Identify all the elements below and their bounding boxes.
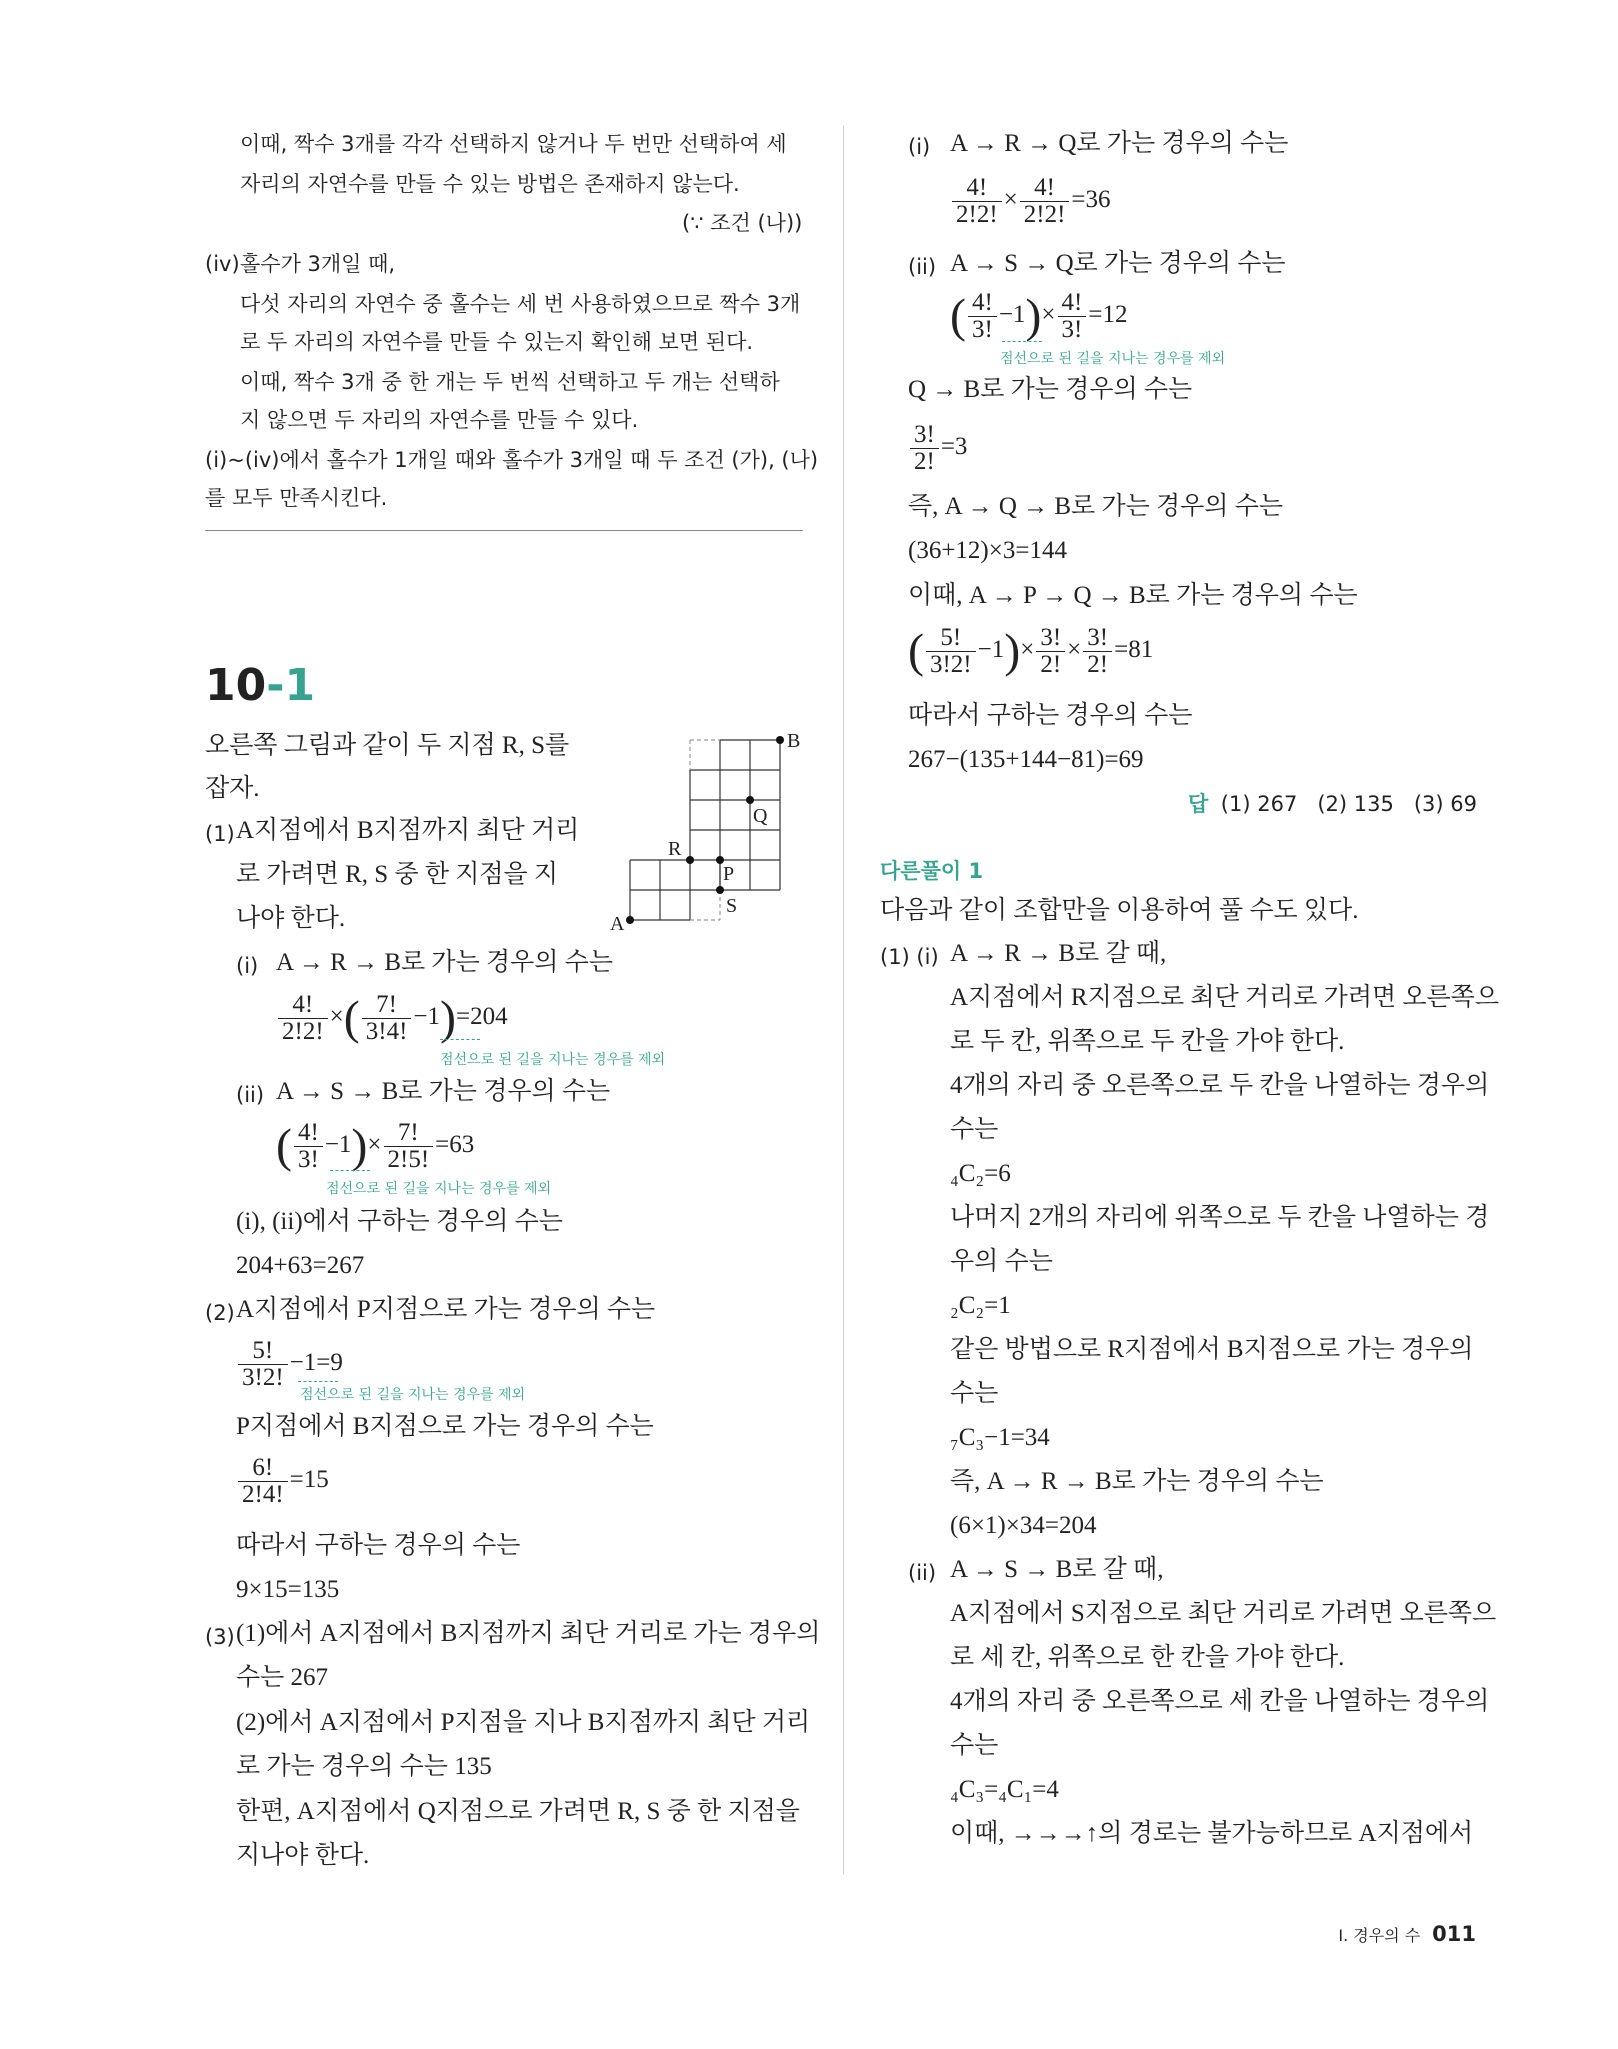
condition-ref: (∵ 조건 (나))	[682, 211, 803, 235]
part-label: (2)	[205, 1301, 235, 1325]
equation: 204+63=267	[236, 1252, 365, 1279]
text-line: A지점에서 B지점까지 최단 거리	[236, 817, 580, 844]
page-number: 011	[1432, 1922, 1476, 1946]
text-line: 를 모두 만족시킨다.	[205, 486, 388, 510]
equation: $\frac{4!}{2!2!}$ ×( $\frac{7!}{3!4!}$ −1)=204	[276, 992, 508, 1045]
text-line: A → S → B로 갈 때,	[950, 1556, 1164, 1583]
point-s	[716, 886, 724, 894]
case-label: (i)	[236, 954, 259, 978]
equation: $\frac{4!}{2!2!}$ × $\frac{4!}{2!2!}$ =36	[950, 175, 1111, 228]
text-line: 수는 267	[236, 1664, 329, 1691]
label-r: R	[668, 838, 682, 860]
text-line: 4개의 자리 중 오른쪽으로 두 칸을 나열하는 경우의	[950, 1072, 1490, 1099]
text-line: 로 두 칸, 위쪽으로 두 칸을 가야 한다.	[950, 1028, 1345, 1055]
equation: (36+12)×3=144	[908, 537, 1067, 564]
point-q	[746, 796, 754, 804]
text-line: 즉, A → Q → B로 가는 경우의 수는	[908, 493, 1284, 520]
text-line: 로 가려면 R, S 중 한 지점을 지	[236, 861, 559, 888]
text-line: 다음과 같이 조합만을 이용하여 풀 수도 있다.	[880, 897, 1359, 924]
text-line: 지 않으면 두 자리의 자연수를 만들 수 있다.	[240, 408, 639, 432]
text-line: 4개의 자리 중 오른쪽으로 세 칸을 나열하는 경우의	[950, 1688, 1490, 1715]
text-line: 한편, A지점에서 Q지점으로 가려면 R, S 중 한 지점을	[236, 1798, 800, 1825]
case-label: (i)	[908, 135, 931, 159]
equation: 267−(135+144−81)=69	[908, 746, 1144, 773]
text-line: (i), (ii)에서 구하는 경우의 수는	[236, 1208, 563, 1235]
text-line: 수는	[950, 1116, 999, 1143]
text-line: 나머지 2개의 자리에 위쪽으로 두 칸을 나열하는 경	[950, 1204, 1490, 1231]
label-p: P	[723, 863, 735, 885]
text-line: 따라서 구하는 경우의 수는	[908, 702, 1193, 729]
equation: 9×15=135	[236, 1576, 340, 1603]
label-s: S	[726, 895, 738, 917]
annotation-note: 점선으로 된 길을 지나는 경우를 제외	[440, 1052, 666, 1068]
part-label: (1)	[205, 822, 235, 846]
equation: ( $\frac{4!}{3!}$ −1)× $\frac{4!}{3!}$ =12	[950, 289, 1128, 343]
part-label: (3)	[205, 1625, 235, 1649]
text-line: 지나야 한다.	[236, 1842, 370, 1869]
equation: ₄C₃=₄C₁=4	[950, 1776, 1059, 1803]
page-footer	[1338, 1922, 1476, 1946]
text-line: (2)에서 A지점에서 P지점을 지나 B지점까지 최단 거리	[236, 1709, 811, 1736]
section-separator	[205, 530, 803, 531]
dashed-underline	[440, 1039, 480, 1040]
label-b: B	[787, 730, 801, 752]
text-line: 수는	[950, 1732, 999, 1759]
text-line: 이때, →→→↑의 경로는 불가능하므로 A지점에서	[950, 1820, 1474, 1847]
alt-solution-title: 다른풀이 1	[880, 859, 984, 883]
text-line: A → R → B로 가는 경우의 수는	[276, 949, 613, 976]
text-line: 이때, 짝수 3개 중 한 개는 두 번씩 선택하고 두 개는 선택하	[240, 370, 780, 394]
text-line: A → S → Q로 가는 경우의 수는	[950, 250, 1286, 277]
equation: (6×1)×34=204	[950, 1512, 1097, 1539]
text-line: 따라서 구하는 경우의 수는	[236, 1532, 521, 1559]
equation: ₂C₂=1	[950, 1292, 1011, 1319]
dashed-underline	[1002, 341, 1042, 342]
equation: ( $\frac{4!}{3!}$ −1)× $\frac{7!}{2!5!}$ =63	[276, 1119, 475, 1173]
case-label: (ii)	[908, 1561, 937, 1585]
text-line: A지점에서 P지점으로 가는 경우의 수는	[236, 1296, 656, 1323]
equation: $\frac{5!}{3!2!}$ −1=9	[236, 1338, 343, 1391]
case-title: 홀수가 3개일 때,	[240, 252, 396, 276]
text-line: A → S → B로 가는 경우의 수는	[276, 1078, 611, 1105]
annotation-note: 점선으로 된 길을 지나는 경우를 제외	[1000, 351, 1226, 367]
intro-line: 잡자.	[205, 775, 260, 802]
text-line: 즉, A → R → B로 가는 경우의 수는	[950, 1468, 1324, 1495]
text-line: 다섯 자리의 자연수 중 홀수는 세 번 사용하였으므로 짝수 3개	[240, 292, 801, 316]
intro-line: 오른쪽 그림과 같이 두 지점 R, S를	[205, 732, 570, 759]
answer: 답 (1) 267 (2) 135 (3) 69	[1188, 792, 1478, 816]
equation: $\frac{6!}{2!4!}$ =15	[236, 1455, 329, 1508]
dashed-underline	[298, 1381, 338, 1382]
text-line: 우의 수는	[950, 1248, 1053, 1275]
text-line: P지점에서 B지점으로 가는 경우의 수는	[236, 1413, 654, 1440]
problem-number: 10-1	[205, 660, 316, 711]
point-b	[776, 736, 784, 744]
text-line: Q → B로 가는 경우의 수는	[908, 376, 1193, 403]
text-line: 나야 한다.	[236, 905, 346, 932]
annotation-note: 점선으로 된 길을 지나는 경우를 제외	[300, 1387, 526, 1403]
case-label: (ii)	[236, 1083, 265, 1107]
text-line: A지점에서 S지점으로 최단 거리로 가려면 오른쪽으	[950, 1600, 1497, 1627]
label-a: A	[610, 913, 625, 935]
equation: ₇C₃−1=34	[950, 1424, 1050, 1451]
text-line: 같은 방법으로 R지점에서 B지점으로 가는 경우의	[950, 1336, 1474, 1363]
text-line: A → R → B로 갈 때,	[950, 940, 1167, 967]
chapter-title: I. 경우의 수	[1338, 1926, 1421, 1945]
label-q: Q	[753, 805, 768, 827]
equation: $\frac{3!}{2!}$ =3	[908, 422, 967, 475]
text-line: 로 가는 경우의 수는 135	[236, 1753, 492, 1780]
text-line: 로 두 자리의 자연수를 만들 수 있는지 확인해 보면 된다.	[240, 330, 754, 354]
lattice-path-figure	[605, 730, 810, 935]
equation: ₄C₂=6	[950, 1160, 1011, 1187]
equation: ( $\frac{5!}{3!2!}$ −1)× $\frac{3!}{2!}$ × $\frac{3!}{2!}$ =81	[908, 624, 1154, 678]
point-r	[686, 856, 694, 864]
text-line: 수는	[950, 1380, 999, 1407]
text-line: A지점에서 R지점으로 최단 거리로 가려면 오른쪽으	[950, 984, 1499, 1011]
text-line: 이때, A → P → Q → B로 가는 경우의 수는	[908, 582, 1358, 609]
case-label: (iv)	[205, 252, 240, 276]
column-divider	[843, 125, 844, 1875]
dashed-underline	[330, 1170, 370, 1171]
case-label: (1) (i)	[880, 945, 939, 969]
point-a	[626, 916, 634, 924]
text-line: (i)~(iv)에서 홀수가 1개일 때와 홀수가 3개일 때 두 조건 (가), (나)	[205, 448, 819, 472]
text-line: 이때, 짝수 3개를 각각 선택하지 않거나 두 번만 선택하여 세	[240, 132, 787, 156]
annotation-note: 점선으로 된 길을 지나는 경우를 제외	[326, 1181, 552, 1197]
text-line: (1)에서 A지점에서 B지점까지 최단 거리로 가는 경우의	[236, 1620, 821, 1647]
text-line: 자리의 자연수를 만들 수 있는 방법은 존재하지 않는다.	[240, 172, 740, 196]
text-line: A → R → Q로 가는 경우의 수는	[950, 130, 1289, 157]
text-line: 로 세 칸, 위쪽으로 한 칸을 가야 한다.	[950, 1644, 1345, 1671]
case-label: (ii)	[908, 255, 937, 279]
